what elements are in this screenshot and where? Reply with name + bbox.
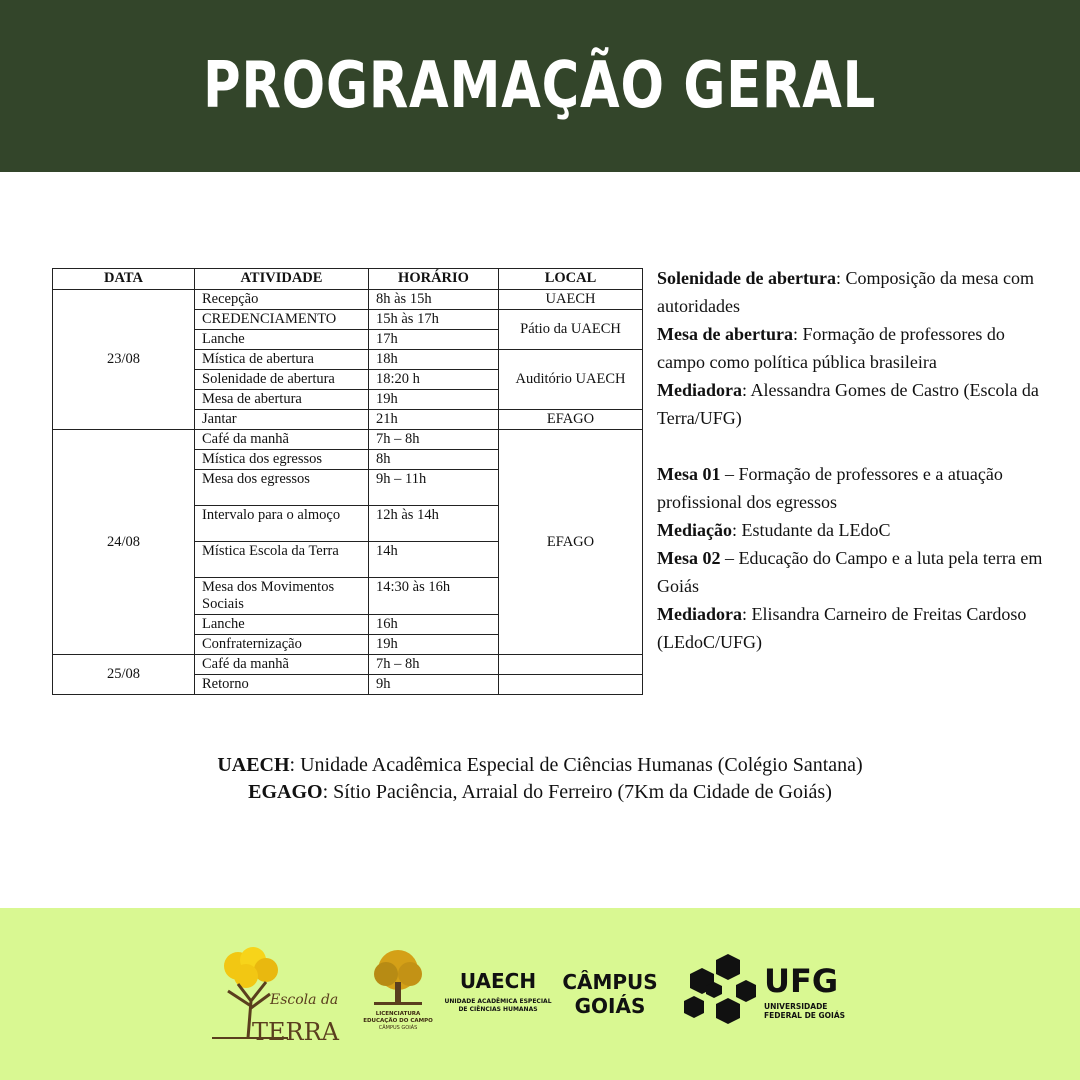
time-cell: 16h xyxy=(369,615,499,635)
date-cell: 23/08 xyxy=(53,290,195,430)
spacer xyxy=(657,432,1057,460)
tree-icon xyxy=(368,948,428,1006)
activity-cell: Mesa dos egressos xyxy=(195,470,369,506)
mediadora2-label: Mediadora xyxy=(657,604,742,624)
local-cell: UAECH xyxy=(499,290,643,310)
activity-cell: Café da manhã xyxy=(195,430,369,450)
uaech-footnote-text: : Unidade Acadêmica Especial de Ciências Humanas (Colégio Santana) xyxy=(289,754,863,776)
ufg-sub1: UNIVERSIDADE xyxy=(764,1002,828,1011)
activity-cell: Jantar xyxy=(195,410,369,430)
mediadora-paragraph xyxy=(657,376,1057,432)
activity-cell: Intervalo para o almoço xyxy=(195,506,369,542)
lic-line2: EDUCAÇÃO DO CAMPO xyxy=(363,1018,433,1024)
campus-goias-logo xyxy=(560,970,660,1026)
activity-cell: Café da manhã xyxy=(195,655,369,675)
solenidade-label: Solenidade de abertura xyxy=(657,268,837,288)
lic-line1: LICENCIATURA xyxy=(375,1011,421,1017)
activity-cell: Solenidade de abertura xyxy=(195,370,369,390)
time-cell: 15h às 17h xyxy=(369,310,499,330)
time-cell: 7h – 8h xyxy=(369,655,499,675)
mediadora2-paragraph xyxy=(657,600,1057,656)
licenciatura-logo xyxy=(362,948,434,1048)
local-cell: Auditório UAECH xyxy=(499,350,643,410)
footer-logos xyxy=(0,908,1080,1080)
footnotes xyxy=(0,752,1080,806)
activity-cell: Confraternização xyxy=(195,635,369,655)
solenidade-paragraph xyxy=(657,264,1057,320)
table-row xyxy=(53,655,643,675)
activity-cell: CREDENCIAMENTO xyxy=(195,310,369,330)
time-cell: 18:20 h xyxy=(369,370,499,390)
mediadora-text: : Alessandra Gomes de Castro (Escola da Terra/UFG) xyxy=(657,380,1039,428)
time-cell: 19h xyxy=(369,390,499,410)
time-cell: 19h xyxy=(369,635,499,655)
program-details xyxy=(657,264,1057,656)
activity-cell: Lanche xyxy=(195,615,369,635)
ufg-title: UFG xyxy=(764,962,839,1000)
schedule-table xyxy=(52,268,643,695)
time-cell: 8h às 15h xyxy=(369,290,499,310)
activity-cell: Mística de abertura xyxy=(195,350,369,370)
escola-terra-text: TERRA xyxy=(252,1018,339,1046)
time-cell: 8h xyxy=(369,450,499,470)
activity-cell: Retorno xyxy=(195,675,369,695)
time-cell: 21h xyxy=(369,410,499,430)
column-header-local: LOCAL xyxy=(499,269,643,290)
time-cell: 18h xyxy=(369,350,499,370)
local-cell: Pátio da UAECH xyxy=(499,310,643,350)
mediacao-label: Mediação xyxy=(657,520,732,540)
local-cell xyxy=(499,655,643,675)
lic-line3: CÂMPUS GOIÁS xyxy=(378,1025,418,1031)
mediadora-label: Mediadora xyxy=(657,380,742,400)
mesa02-label: Mesa 02 xyxy=(657,548,721,568)
table-header-row xyxy=(53,269,643,290)
uaech-sub1: UNIDADE ACADÊMICA ESPECIAL xyxy=(444,998,552,1005)
ufg-logo xyxy=(678,950,858,1040)
column-header-atividade: ATIVIDADE xyxy=(195,269,369,290)
table-row xyxy=(53,430,643,450)
ufg-sub2: FEDERAL DE GOIÁS xyxy=(764,1011,846,1020)
mediacao-text: : Estudante da LEdoC xyxy=(731,520,891,540)
column-header-data: DATA xyxy=(53,269,195,290)
time-cell: 9h – 11h xyxy=(369,470,499,506)
mesa01-label: Mesa 01 xyxy=(657,464,721,484)
activity-cell: Mesa dos Movimentos Sociais xyxy=(195,578,369,615)
time-cell: 12h às 14h xyxy=(369,506,499,542)
egago-footnote-text: : Sítio Paciência, Arraial do Ferreiro (7Km da Cidade de Goiás) xyxy=(322,781,832,803)
page-title: PROGRAMAÇÃO GERAL xyxy=(203,49,877,123)
egago-footnote xyxy=(0,779,1080,806)
time-cell: 7h – 8h xyxy=(369,430,499,450)
table-row xyxy=(53,290,643,310)
mediacao-paragraph xyxy=(657,516,1057,544)
mesa01-text: – Formação de professores e a atuação profissional dos egressos xyxy=(657,464,1003,512)
time-cell: 14h xyxy=(369,542,499,578)
header-banner xyxy=(0,0,1080,172)
time-cell: 17h xyxy=(369,330,499,350)
campus-line1: CÂMPUS xyxy=(562,970,658,994)
activity-cell: Mesa de abertura xyxy=(195,390,369,410)
uaech-footnote xyxy=(0,752,1080,779)
mesa01-paragraph xyxy=(657,460,1057,516)
egago-footnote-label: EGAGO xyxy=(248,781,323,803)
local-cell: EFAGO xyxy=(499,430,643,655)
date-cell: 25/08 xyxy=(53,655,195,695)
activity-cell: Recepção xyxy=(195,290,369,310)
column-header-horario: HORÁRIO xyxy=(369,269,499,290)
local-cell: EFAGO xyxy=(499,410,643,430)
mesa02-paragraph xyxy=(657,544,1057,600)
solenidade-text: : Composição da mesa com autoridades xyxy=(657,268,1034,316)
hexagon-cluster-icon xyxy=(678,950,758,1030)
mesa-abertura-paragraph xyxy=(657,320,1057,376)
mesa02-text: – Educação do Campo e a luta pela terra em Goiás xyxy=(657,548,1043,596)
date-cell: 24/08 xyxy=(53,430,195,655)
uaech-title: UAECH xyxy=(459,969,537,993)
escola-da-terra-logo xyxy=(208,946,348,1046)
time-cell: 9h xyxy=(369,675,499,695)
uaech-logo xyxy=(438,970,558,1030)
activity-cell: Mística dos egressos xyxy=(195,450,369,470)
time-cell: 14:30 às 16h xyxy=(369,578,499,615)
activity-cell: Lanche xyxy=(195,330,369,350)
activity-cell: Mística Escola da Terra xyxy=(195,542,369,578)
mesa-abertura-label: Mesa de abertura xyxy=(657,324,793,344)
uaech-footnote-label: UAECH xyxy=(217,754,290,776)
mesa-abertura-text: : Formação de professores do campo como política pública brasileira xyxy=(657,324,1005,372)
local-cell xyxy=(499,675,643,695)
escola-script-text: Escola da xyxy=(270,992,339,1008)
mediadora2-text: : Elisandra Carneiro de Freitas Cardoso (LEdoC/UFG) xyxy=(657,604,1027,652)
campus-line2: GOIÁS xyxy=(574,994,646,1018)
uaech-sub2: DE CIÊNCIAS HUMANAS xyxy=(458,1006,538,1013)
